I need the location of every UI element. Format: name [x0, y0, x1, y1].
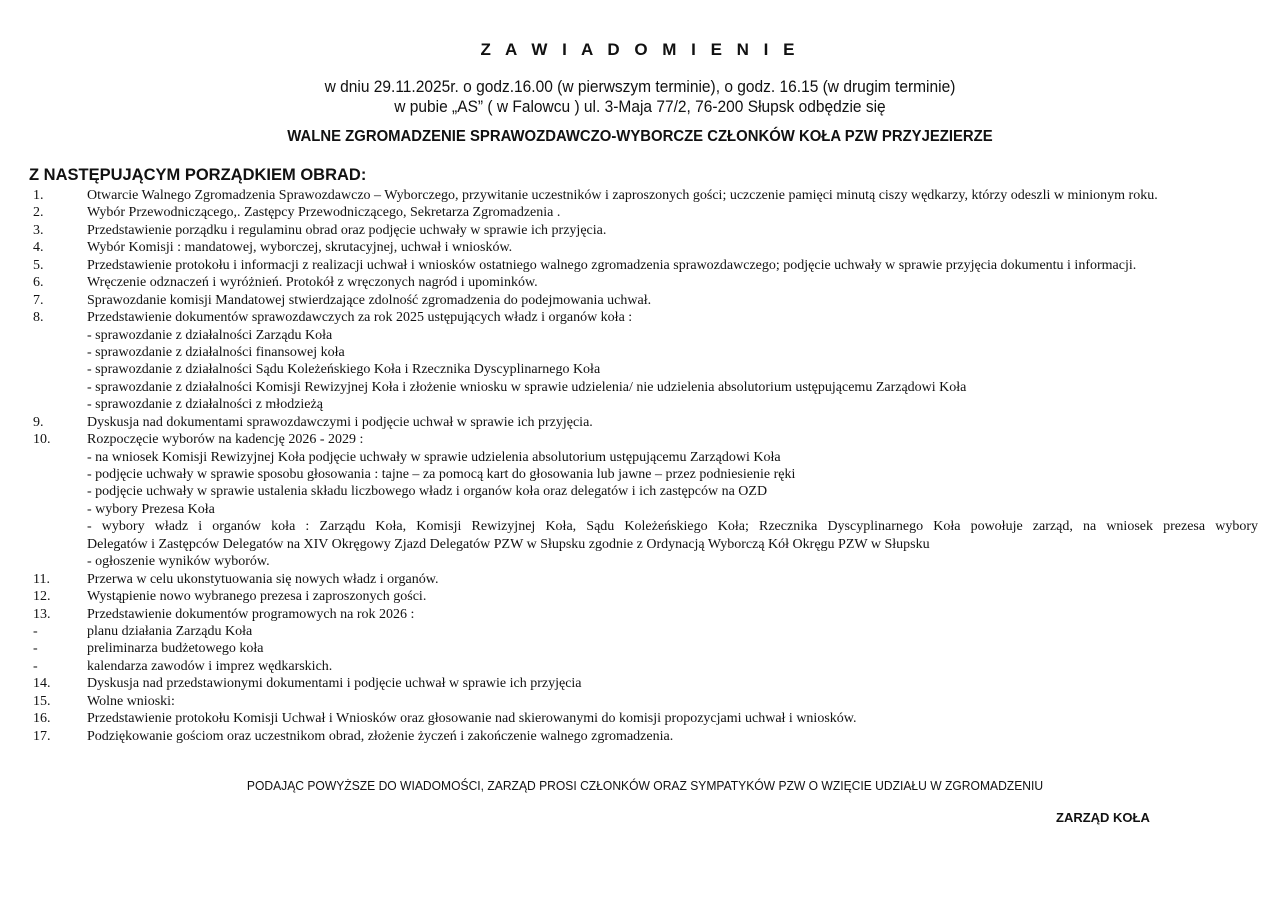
agenda-item	[0, 239, 1280, 256]
agenda-item	[0, 606, 1280, 623]
agenda-item-number: 9.	[33, 414, 44, 430]
agenda-item	[0, 327, 1280, 344]
agenda-item	[0, 257, 1280, 274]
agenda-item	[0, 466, 1280, 483]
agenda-item	[0, 710, 1280, 727]
agenda-item-text: preliminarza budżetowego koła	[87, 641, 264, 657]
meeting-name: WALNE ZGROMADZENIE SPRAWOZDAWCZO-WYBORCZE CZŁONKÓW KOŁA PZW PRZYJEZIERZE	[287, 128, 993, 145]
agenda-item-text: Przedstawienie protokołu i informacji z realizacji uchwał i wniosków ostatniego walnego zgromadzenia sprawozdawczego; podjęcie uchwały w sprawie przyjęcia dokumentu i informacji.	[87, 257, 1137, 273]
agenda-item-number: 15.	[33, 693, 51, 709]
agenda-item-number: 2.	[33, 205, 44, 221]
agenda-item	[0, 361, 1280, 378]
agenda-item	[0, 571, 1280, 588]
agenda-item-text: Otwarcie Walnego Zgromadzenia Sprawozdawczo – Wyborczego, przywitanie uczestników i zaproszonych gości; uczczenie pamięci minutą ciszy wędkarzy, którzy odeszli w minionym roku.	[87, 188, 1158, 203]
agenda-item-text: Przedstawienie porządku i regulaminu obrad oraz podjęcie uchwały w sprawie ich przyjęcia.	[87, 222, 607, 238]
agenda-item-text: - wybory Prezesa Koła	[87, 501, 215, 517]
agenda-item	[0, 396, 1280, 413]
agenda-item-text: - sprawozdanie z działalności Sądu Koleżeńskiego Koła i Rzecznika Dyscyplinarnego Koła	[87, 362, 601, 378]
agenda-item	[0, 414, 1280, 431]
agenda-item	[0, 344, 1280, 361]
agenda-item-text: - sprawozdanie z działalności Komisji Rewizyjnej Koła i złożenie wniosku w sprawie udzielenia/ nie udzielenia absolutorium ustępującemu Zarządowi Koła	[87, 379, 967, 395]
agenda-item-number: -	[33, 658, 38, 674]
agenda-item	[0, 588, 1280, 605]
agenda-item	[0, 623, 1280, 640]
agenda-item	[0, 553, 1280, 570]
document-title: Z A W I A D O M I E N I E	[480, 40, 800, 59]
agenda-item	[0, 518, 1280, 535]
agenda-item-text: planu działania Zarządu Koła	[87, 623, 253, 639]
agenda-item	[0, 693, 1280, 710]
agenda-item-number: -	[33, 641, 38, 657]
agenda-item	[0, 274, 1280, 291]
agenda-item-text: - podjęcie uchwały w sprawie sposobu głosowania : tajne – za pomocą kart do głosowania lub jawne – przez podniesienie ręki	[87, 467, 796, 482]
closing-note: PODAJĄC POWYŻSZE DO WIADOMOŚCI, ZARZĄD PROSI CZŁONKÓW ORAZ SYMPATYKÓW PZW O WZIĘCIE UDZIAŁU W ZGROMADZENIU	[246, 778, 1044, 793]
agenda-heading: Z NASTĘPUJĄCYM PORZĄDKIEM OBRAD:	[29, 166, 367, 184]
meeting-location-line: w pubie „AS” ( w Falowcu ) ul. 3-Maja 77/2, 76-200 Słupsk odbędzie się	[394, 98, 886, 116]
agenda-item-text: Przedstawienie protokołu Komisji Uchwał i Wniosków oraz głosowanie nad skierowanymi do komisji propozycjami uchwał i wniosków.	[87, 711, 857, 727]
agenda-item-text: - sprawozdanie z działalności z młodzieżą	[87, 397, 323, 413]
agenda-item-text: Przedstawienie dokumentów sprawozdawczych za rok 2025 ustępujących władz i organów koła :	[87, 310, 633, 326]
agenda-item	[0, 222, 1280, 239]
agenda-item-text: Podziękowanie gościom oraz uczestnikom obrad, złożenie życzeń i zakończenie walnego zgromadzenia.	[87, 728, 674, 744]
agenda-item-number: 14.	[33, 676, 51, 692]
agenda-item-text: Rozpoczęcie wyborów na kadencję 2026 - 2029 :	[87, 432, 364, 448]
agenda-item	[0, 449, 1280, 466]
agenda-item-number: 1.	[33, 188, 44, 203]
agenda-item	[0, 483, 1280, 500]
agenda-item-number: 6.	[33, 275, 44, 291]
agenda-item-number: 4.	[33, 240, 44, 256]
agenda-item-text: Wybór Komisji : mandatowej, wyborczej, skrutacyjnej, uchwał i wniosków.	[87, 240, 513, 256]
agenda-item-text: Wystąpienie nowo wybranego prezesa i zaproszonych gości.	[87, 589, 427, 605]
agenda-item-text: Wybór Przewodniczącego,. Zastępcy Przewodniczącego, Sekretarza Zgromadzenia .	[87, 205, 561, 221]
signature: ZARZĄD KOŁA	[1056, 810, 1150, 825]
agenda-list	[0, 187, 1280, 745]
agenda-item	[0, 728, 1280, 745]
agenda-item-text: Przerwa w celu ukonstytuowania się nowych władz i organów.	[87, 571, 439, 587]
agenda-item	[0, 501, 1280, 518]
agenda-item-number: 8.	[33, 310, 44, 326]
agenda-item	[0, 675, 1280, 692]
agenda-item-number: 7.	[33, 292, 44, 308]
agenda-item	[0, 640, 1280, 657]
meeting-date-line: w dniu 29.11.2025r. o godz.16.00 (w pierwszym terminie), o godz. 16.15 (w drugim terminie)	[324, 78, 956, 96]
agenda-item-text: Dyskusja nad przedstawionymi dokumentami i podjęcie uchwał w sprawie ich przyjęcia	[87, 676, 582, 692]
agenda-item	[0, 309, 1280, 326]
agenda-item-text: - sprawozdanie z działalności Zarządu Koła	[87, 327, 333, 343]
agenda-item-text: Wolne wnioski:	[87, 693, 175, 709]
agenda-item	[0, 536, 1280, 553]
agenda-item	[0, 187, 1280, 204]
agenda-item	[0, 658, 1280, 675]
agenda-item-number: 11.	[33, 571, 50, 587]
agenda-item-number: 17.	[33, 728, 51, 744]
agenda-item-text: kalendarza zawodów i imprez wędkarskich.	[87, 658, 333, 674]
agenda-item-text: - ogłoszenie wyników wyborów.	[87, 554, 270, 570]
agenda-item-text: Dyskusja nad dokumentami sprawozdawczymi i podjęcie uchwał w sprawie ich przyjęcia.	[87, 414, 593, 430]
agenda-item-text: - wybory władz i organów koła : Zarządu Koła, Komisji Rewizyjnej Koła, Sądu Koleżeńskiego Koła; Rzecznika Dyscyplinarnego Koła powołuje zarząd, na wniosek prezesa wybory	[87, 519, 1258, 535]
agenda-item-number: -	[33, 623, 38, 639]
agenda-item-number: 16.	[33, 711, 51, 727]
agenda-item-text: - na wniosek Komisji Rewizyjnej Koła podjęcie uchwały w sprawie udzielenia absolutorium ustępującemu Zarządowi Koła	[87, 449, 781, 465]
agenda-item-text: Przedstawienie dokumentów programowych na rok 2026 :	[87, 606, 415, 622]
agenda-item	[0, 204, 1280, 221]
agenda-item-text: Wręczenie odznaczeń i wyróżnień. Protokół z wręczonych nagród i upominków.	[87, 275, 538, 291]
agenda-item-text: - podjęcie uchwały w sprawie ustalenia składu liczbowego władz i organów koła oraz delegatów i ich zastępców na OZD	[87, 484, 768, 500]
agenda-item-text: - sprawozdanie z działalności finansowej koła	[87, 344, 345, 360]
agenda-item-number: 3.	[33, 222, 44, 238]
agenda-item	[0, 292, 1280, 309]
agenda-item-text: Sprawozdanie komisji Mandatowej stwierdzające zdolność zgromadzenia do podejmowania uchwał.	[87, 292, 652, 308]
agenda-item	[0, 379, 1280, 396]
agenda-item-number: 13.	[33, 606, 51, 622]
agenda-item-number: 10.	[33, 432, 51, 448]
agenda-item-number: 12.	[33, 589, 51, 605]
agenda-item-text: Delegatów i Zastępców Delegatów na XIV Okręgowy Zjazd Delegatów PZW w Słupsku zgodnie z Ordynacją Wyborczą Kół Okręgu PZW w Słupsku	[87, 536, 930, 552]
agenda-item-number: 5.	[33, 257, 44, 273]
agenda-item	[0, 431, 1280, 448]
